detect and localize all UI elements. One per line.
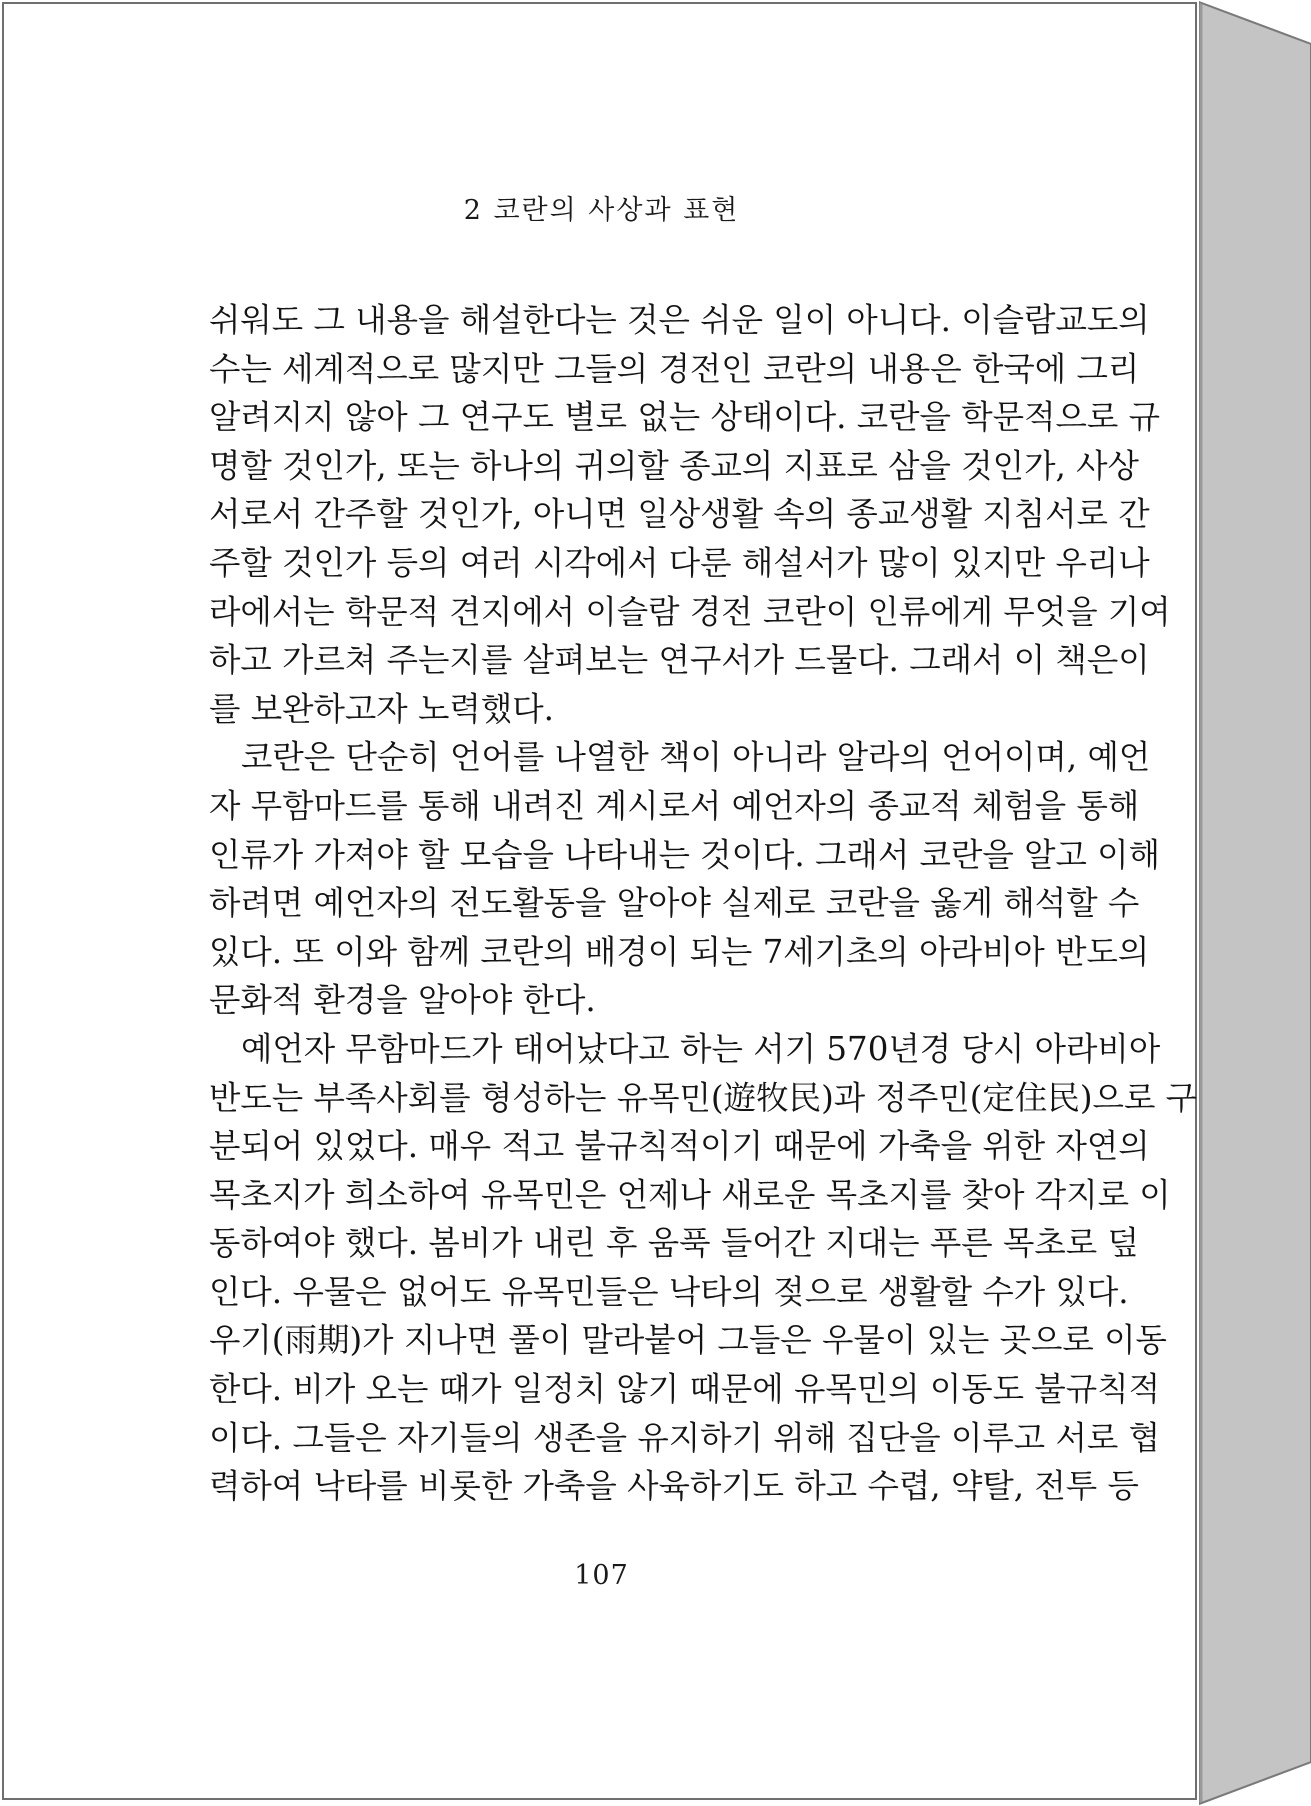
text-line: 알려지지 않아 그 연구도 별로 없는 상태이다. 코란을 학문적으로 규 <box>209 398 1160 437</box>
text-line: 쉬워도 그 내용을 해설한다는 것은 쉬운 일이 아니다. 이슬람교도의 <box>209 301 1150 339</box>
text-line: 하고 가르쳐 주는지를 살펴보는 연구서가 드물다. 그래서 이 책은이 <box>209 641 1150 680</box>
text-line: 분되어 있었다. 매우 적고 불규칙적이기 때문에 가축을 위한 자연의 <box>209 1127 1150 1166</box>
text-line: 수는 세계적으로 많지만 그들의 경전인 코란의 내용은 한국에 그리 <box>209 349 1140 388</box>
text-line: 반도는 부족사회를 형성하는 유목민(遊牧民)과 정주민(定住民)으로 구 <box>209 1078 1198 1117</box>
book-edge-3d <box>1199 0 1311 1806</box>
book-page <box>2 2 1197 1800</box>
text-line: 이다. 그들은 자기들의 생존을 유지하기 위해 집단을 이루고 서로 협 <box>209 1418 1160 1457</box>
text-line: 주할 것인가 등의 여러 시각에서 다룬 해설서가 많이 있지만 우리나 <box>209 543 1150 582</box>
text-line: 있다. 또 이와 함께 코란의 배경이 되는 7세기초의 아라비아 반도의 <box>209 932 1150 971</box>
text-line: 명할 것인가, 또는 하나의 귀의할 종교의 지표로 삼을 것인가, 사상 <box>209 446 1139 485</box>
text-line: 코란은 단순히 언어를 나열한 책이 아니라 알라의 언어이며, 예언 <box>241 738 1151 777</box>
text-line: 목초지가 희소하여 유목민은 언제나 새로운 목초지를 찾아 각지로 이 <box>209 1175 1171 1214</box>
book-edge-face <box>1199 2 1311 1804</box>
running-head: 2 코란의 사상과 표현 <box>463 195 740 226</box>
text-line: 한다. 비가 오는 때가 일정치 않기 때문에 유목민의 이동도 불규칙적 <box>209 1370 1160 1409</box>
text-line: 를 보완하고자 노력했다. <box>209 689 554 728</box>
text-line: 예언자 무함마드가 태어났다고 하는 서기 570년경 당시 아라비아 <box>241 1029 1161 1068</box>
text-line: 서로서 간주할 것인가, 아니면 일상생활 속의 종교생활 지침서로 간 <box>209 495 1150 534</box>
text-line: 인류가 가져야 할 모습을 나타내는 것이다. 그래서 코란을 알고 이해 <box>209 835 1160 874</box>
page-number: 107 <box>574 1560 629 1591</box>
text-line: 력하여 낙타를 비롯한 가축을 사육하기도 하고 수렵, 약탈, 전투 등 <box>209 1467 1139 1506</box>
text-line: 라에서는 학문적 견지에서 이슬람 경전 코란이 인류에게 무엇을 기여 <box>209 592 1171 631</box>
text-line: 자 무함마드를 통해 내려진 계시로서 예언자의 종교적 체험을 통해 <box>209 786 1140 825</box>
text-line: 문화적 환경을 알아야 한다. <box>209 981 596 1020</box>
text-line: 동하여야 했다. 봄비가 내린 후 움푹 들어간 지대는 푸른 목초로 덮 <box>209 1224 1139 1263</box>
text-line: 하려면 예언자의 전도활동을 알아야 실제로 코란을 옳게 해석할 수 <box>209 884 1140 923</box>
body-text <box>209 296 1198 1511</box>
text-line: 우기(雨期)가 지나면 풀이 말라붙어 그들은 우물이 있는 곳으로 이동 <box>209 1321 1167 1360</box>
text-line: 인다. 우물은 없어도 유목민들은 낙타의 젖으로 생활할 수가 있다. <box>209 1272 1129 1311</box>
